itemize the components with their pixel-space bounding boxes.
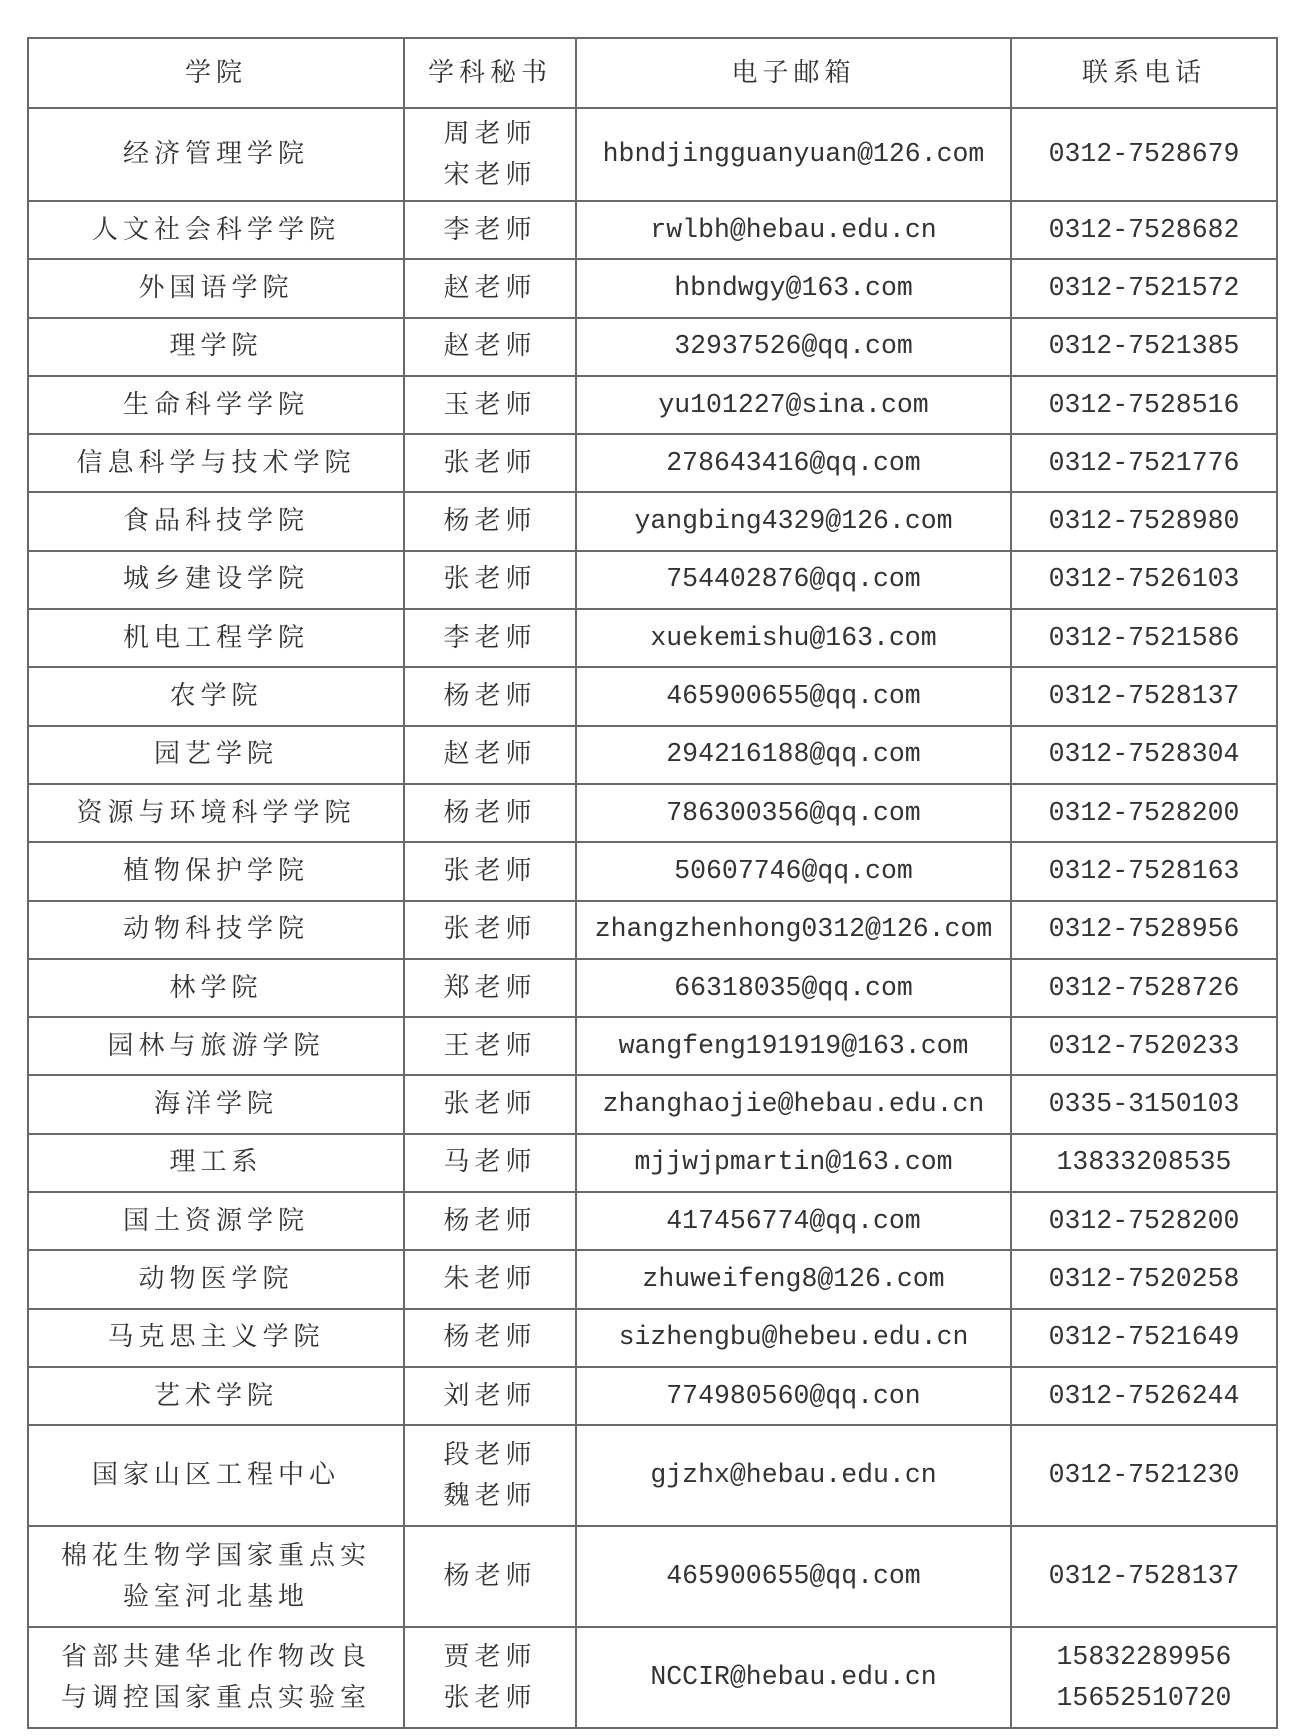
phone-cell-line: 0312-7528200 (1048, 797, 1240, 828)
header-phone: 联系电话 (1011, 38, 1277, 108)
college-cell (28, 1192, 404, 1250)
phone-cell (1011, 842, 1277, 900)
phone-cell (1011, 901, 1277, 959)
college-cell (28, 667, 404, 725)
table-row (28, 1526, 1277, 1627)
email-cell: hbndjingguanyuan@126.com (576, 108, 1011, 201)
phone-cell-line: 0312-7528137 (1048, 681, 1240, 712)
college-cell-line: 动物医学院 (138, 1263, 294, 1294)
phone-cell-line: 0312-7526103 (1048, 564, 1240, 595)
secretary-cell-line: 赵老师 (443, 739, 537, 770)
college-cell-line: 省部共建华北作物改良 (60, 1641, 371, 1672)
header-email: 电子邮箱 (576, 38, 1011, 108)
header-secretary: 学科秘书 (404, 38, 576, 108)
secretary-cell-line: 马老师 (443, 1147, 537, 1178)
table-row (28, 901, 1277, 959)
table-row (28, 108, 1277, 201)
secretary-cell-line: 贾老师 (443, 1641, 537, 1672)
phone-cell (1011, 609, 1277, 667)
contact-table (27, 37, 1278, 1729)
header-college: 学院 (28, 38, 404, 108)
table-row (28, 1425, 1277, 1526)
secretary-cell (404, 1250, 576, 1308)
email-cell: zhuweifeng8@126.com (576, 1250, 1011, 1308)
email-cell: 465900655@qq.com (576, 667, 1011, 725)
secretary-cell-line: 周老师 (443, 118, 537, 149)
phone-cell (1011, 1017, 1277, 1075)
table-row (28, 959, 1277, 1017)
table-row (28, 609, 1277, 667)
phone-cell (1011, 1309, 1277, 1367)
phone-cell-line: 0312-7520258 (1048, 1263, 1240, 1294)
college-cell-line: 棉花生物学国家重点实 (60, 1540, 371, 1571)
secretary-cell (404, 1075, 576, 1133)
phone-cell (1011, 318, 1277, 376)
email-cell: 50607746@qq.com (576, 842, 1011, 900)
secretary-cell-line: 玉老师 (443, 389, 537, 420)
table-row (28, 551, 1277, 609)
college-cell (28, 259, 404, 317)
secretary-cell-line: 杨老师 (443, 681, 537, 712)
phone-cell-line: 0312-7521586 (1048, 622, 1240, 653)
secretary-cell (404, 1134, 576, 1192)
college-cell-line: 国土资源学院 (122, 1205, 309, 1236)
phone-cell-line: 0312-7528726 (1048, 972, 1240, 1003)
secretary-cell-line: 段老师 (443, 1439, 537, 1470)
secretary-cell-line: 张老师 (443, 447, 537, 478)
college-cell (28, 901, 404, 959)
table-row (28, 259, 1277, 317)
college-cell-line: 经济管理学院 (122, 139, 309, 169)
phone-cell-line: 0312-7528980 (1048, 506, 1240, 537)
header-row (28, 38, 1277, 108)
college-cell-line: 理工系 (169, 1147, 263, 1178)
secretary-cell-line: 赵老师 (443, 331, 537, 362)
secretary-cell (404, 1017, 576, 1075)
secretary-cell (404, 726, 576, 784)
phone-cell (1011, 492, 1277, 550)
table-row (28, 318, 1277, 376)
table-row (28, 842, 1277, 900)
phone-cell (1011, 434, 1277, 492)
phone-cell (1011, 959, 1277, 1017)
secretary-cell (404, 1526, 576, 1627)
college-cell (28, 434, 404, 492)
phone-cell-line: 0312-7528679 (1048, 139, 1240, 169)
college-cell (28, 108, 404, 201)
email-cell: yu101227@sina.com (576, 376, 1011, 434)
secretary-cell (404, 318, 576, 376)
college-cell-line: 机电工程学院 (122, 622, 309, 653)
college-cell-line: 林学院 (169, 972, 263, 1003)
phone-cell-line: 0312-7521385 (1048, 331, 1240, 362)
secretary-cell (404, 784, 576, 842)
email-cell: wangfeng191919@163.com (576, 1017, 1011, 1075)
college-cell (28, 1134, 404, 1192)
phone-cell (1011, 726, 1277, 784)
secretary-cell-line: 李老师 (443, 622, 537, 653)
college-cell-line: 海洋学院 (153, 1089, 278, 1120)
phone-cell (1011, 551, 1277, 609)
secretary-cell-line: 张老师 (443, 1089, 537, 1120)
secretary-cell (404, 1627, 576, 1728)
secretary-cell (404, 1309, 576, 1367)
phone-cell-line: 13833208535 (1056, 1147, 1232, 1178)
secretary-cell (404, 609, 576, 667)
college-cell (28, 1425, 404, 1526)
email-cell: 278643416@qq.com (576, 434, 1011, 492)
secretary-cell (404, 108, 576, 201)
secretary-cell (404, 434, 576, 492)
college-cell-line: 外国语学院 (138, 272, 294, 303)
table-row (28, 201, 1277, 259)
college-cell (28, 1526, 404, 1627)
email-cell: zhangzhenhong0312@126.com (576, 901, 1011, 959)
phone-cell-line: 0312-7528200 (1048, 1205, 1240, 1236)
email-cell: 294216188@qq.com (576, 726, 1011, 784)
table-row (28, 1192, 1277, 1250)
college-cell-line: 国家山区工程中心 (91, 1460, 340, 1491)
email-cell: NCCIR@hebau.edu.cn (576, 1627, 1011, 1728)
secretary-cell (404, 901, 576, 959)
email-cell: 774980560@qq.con (576, 1367, 1011, 1425)
secretary-cell-line: 赵老师 (443, 272, 537, 303)
phone-cell-line: 0312-7521572 (1048, 272, 1240, 303)
secretary-cell (404, 376, 576, 434)
phone-cell-line: 0335-3150103 (1048, 1089, 1240, 1120)
secretary-cell-line: 杨老师 (443, 1561, 537, 1592)
phone-cell (1011, 1526, 1277, 1627)
phone-cell (1011, 108, 1277, 201)
secretary-cell (404, 492, 576, 550)
college-cell-line: 与调控国家重点实验室 (60, 1682, 371, 1713)
table-body (28, 108, 1277, 1728)
college-cell-line: 理学院 (169, 331, 263, 362)
secretary-cell (404, 259, 576, 317)
college-cell-line: 园艺学院 (153, 739, 278, 770)
college-cell-line: 城乡建设学院 (122, 564, 309, 595)
phone-cell-line: 0312-7528163 (1048, 855, 1240, 886)
table-row (28, 1250, 1277, 1308)
secretary-cell-line: 魏老师 (443, 1480, 537, 1511)
phone-cell (1011, 376, 1277, 434)
table-row (28, 492, 1277, 550)
phone-cell-line: 0312-7520233 (1048, 1030, 1240, 1061)
phone-cell-line: 0312-7526244 (1048, 1380, 1240, 1411)
email-cell: 417456774@qq.com (576, 1192, 1011, 1250)
phone-cell-line: 0312-7521230 (1048, 1460, 1240, 1491)
phone-cell (1011, 1075, 1277, 1133)
phone-cell (1011, 1425, 1277, 1526)
college-cell (28, 1017, 404, 1075)
secretary-cell (404, 1192, 576, 1250)
table-row (28, 784, 1277, 842)
secretary-cell-line: 杨老师 (443, 1205, 537, 1236)
college-cell-line: 马克思主义学院 (107, 1322, 325, 1353)
college-cell-line: 食品科技学院 (122, 506, 309, 537)
email-cell: hbndwgy@163.com (576, 259, 1011, 317)
college-cell-line: 人文社会科学学院 (91, 214, 340, 245)
college-cell-line: 生命科学学院 (122, 389, 309, 420)
table-row (28, 1309, 1277, 1367)
college-cell-line: 动物科技学院 (122, 914, 309, 945)
secretary-cell-line: 王老师 (443, 1030, 537, 1061)
phone-cell (1011, 259, 1277, 317)
secretary-cell-line: 刘老师 (443, 1380, 537, 1411)
phone-cell-line: 0312-7528682 (1048, 214, 1240, 245)
secretary-cell-line: 张老师 (443, 914, 537, 945)
college-cell (28, 842, 404, 900)
secretary-cell (404, 201, 576, 259)
college-cell-line: 艺术学院 (153, 1380, 278, 1411)
college-cell (28, 201, 404, 259)
secretary-cell-line: 杨老师 (443, 797, 537, 828)
table-row (28, 376, 1277, 434)
phone-cell (1011, 1627, 1277, 1728)
secretary-cell-line: 张老师 (443, 1682, 537, 1713)
email-cell: zhanghaojie@hebau.edu.cn (576, 1075, 1011, 1133)
phone-cell (1011, 667, 1277, 725)
college-cell (28, 318, 404, 376)
email-cell: xuekemishu@163.com (576, 609, 1011, 667)
phone-cell (1011, 1134, 1277, 1192)
secretary-cell (404, 959, 576, 1017)
secretary-cell-line: 朱老师 (443, 1263, 537, 1294)
phone-cell (1011, 1367, 1277, 1425)
email-cell: gjzhx@hebau.edu.cn (576, 1425, 1011, 1526)
college-cell (28, 1627, 404, 1728)
phone-cell (1011, 1250, 1277, 1308)
table-row (28, 667, 1277, 725)
secretary-cell-line: 杨老师 (443, 1322, 537, 1353)
email-cell: 66318035@qq.com (576, 959, 1011, 1017)
secretary-cell-line: 杨老师 (443, 506, 537, 537)
phone-cell (1011, 1192, 1277, 1250)
secretary-cell-line: 张老师 (443, 564, 537, 595)
email-cell: rwlbh@hebau.edu.cn (576, 201, 1011, 259)
phone-cell-line: 0312-7528956 (1048, 914, 1240, 945)
college-cell (28, 551, 404, 609)
phone-cell-line: 15652510720 (1056, 1682, 1232, 1713)
phone-cell-line: 0312-7521649 (1048, 1322, 1240, 1353)
college-cell-line: 信息科学与技术学院 (76, 447, 356, 478)
college-cell (28, 376, 404, 434)
college-cell-line: 资源与环境科学学院 (76, 797, 356, 828)
table-row (28, 1627, 1277, 1728)
email-cell: 465900655@qq.com (576, 1526, 1011, 1627)
secretary-cell-line: 张老师 (443, 855, 537, 886)
phone-cell-line: 0312-7528516 (1048, 389, 1240, 420)
phone-cell-line: 0312-7528137 (1048, 1561, 1240, 1592)
college-cell (28, 1367, 404, 1425)
phone-cell-line: 0312-7528304 (1048, 739, 1240, 770)
email-cell: 786300356@qq.com (576, 784, 1011, 842)
table-row (28, 1017, 1277, 1075)
email-cell: yangbing4329@126.com (576, 492, 1011, 550)
secretary-cell-line: 郑老师 (443, 972, 537, 1003)
college-cell (28, 609, 404, 667)
secretary-cell-line: 李老师 (443, 214, 537, 245)
email-cell: mjjwjpmartin@163.com (576, 1134, 1011, 1192)
college-cell (28, 1250, 404, 1308)
table-row (28, 726, 1277, 784)
phone-cell (1011, 784, 1277, 842)
college-cell (28, 784, 404, 842)
college-cell (28, 1075, 404, 1133)
phone-cell-line: 15832289956 (1056, 1641, 1232, 1672)
college-cell-line: 农学院 (169, 681, 263, 712)
email-cell: 754402876@qq.com (576, 551, 1011, 609)
table-row (28, 1134, 1277, 1192)
table-row (28, 434, 1277, 492)
secretary-cell (404, 667, 576, 725)
email-cell: sizhengbu@hebeu.edu.cn (576, 1309, 1011, 1367)
secretary-cell (404, 842, 576, 900)
phone-cell (1011, 201, 1277, 259)
table-row (28, 1075, 1277, 1133)
college-cell-line: 验室河北基地 (122, 1581, 309, 1612)
secretary-cell (404, 1425, 576, 1526)
college-cell (28, 492, 404, 550)
college-cell (28, 1309, 404, 1367)
college-cell (28, 959, 404, 1017)
college-cell-line: 园林与旅游学院 (107, 1030, 325, 1061)
secretary-cell (404, 551, 576, 609)
table-row (28, 1367, 1277, 1425)
email-cell: 32937526@qq.com (576, 318, 1011, 376)
college-cell-line: 植物保护学院 (122, 855, 309, 886)
phone-cell-line: 0312-7521776 (1048, 447, 1240, 478)
secretary-cell (404, 1367, 576, 1425)
secretary-cell-line: 宋老师 (443, 159, 537, 190)
college-cell (28, 726, 404, 784)
